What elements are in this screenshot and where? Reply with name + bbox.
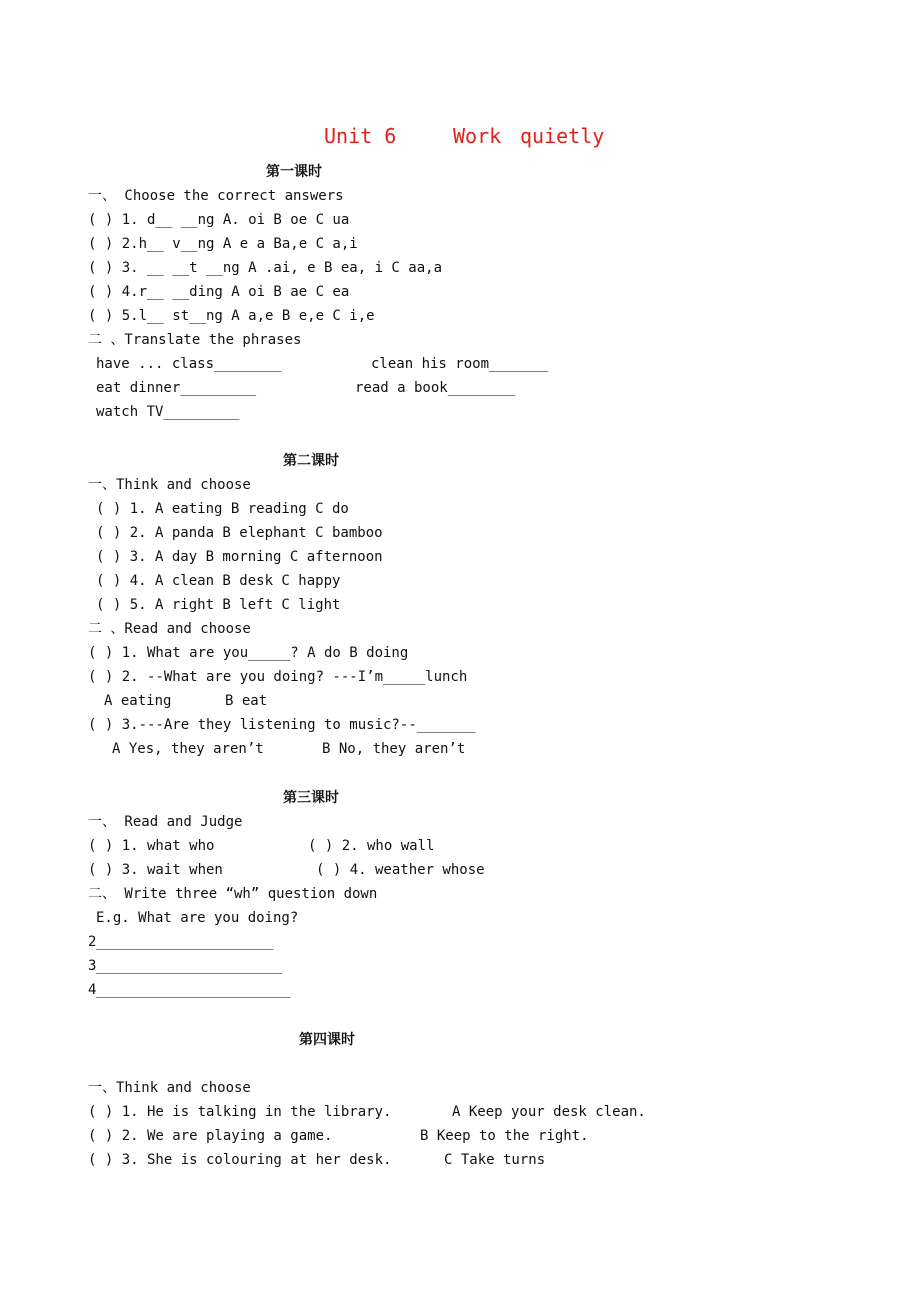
lesson1-phrase-4: read a book________ [355,380,516,396]
lesson1-phrase-3: eat dinner_________ [96,380,257,396]
lesson2-part1-title: 一、Think and choose [88,477,251,493]
lesson3-answer-line-2: 2_____________________ [88,934,274,950]
lesson4-heading: 第四课时 [299,1032,355,1048]
lesson2-read-2: ( ) 2. --What are you doing? ---I’m_____lunch [88,669,468,685]
lesson2-question-1: ( ) 1. A eating B reading C do [96,501,349,517]
lesson1-question-4: ( ) 4.r__ __ding A oi B ae C ea [88,284,350,300]
lesson3-answer-line-4: 4_______________________ [88,982,291,998]
lesson1-part1-title: 一、 Choose the correct answers [88,188,344,204]
lesson2-heading: 第二课时 [283,453,339,469]
lesson3-judge-2: ( ) 2. who wall [308,838,435,854]
lesson3-heading: 第三课时 [283,790,339,806]
lesson3-example: E.g. What are you doing? [96,910,299,926]
lesson3-answer-line-3: 3______________________ [88,958,282,974]
lesson2-part2-title: 二 、Read and choose [88,621,251,637]
lesson2-read-3: ( ) 3.---Are they listening to music?--_______ [88,717,476,733]
lesson2-read-2-option-a: A eating [104,693,172,709]
lesson4-part1-title: 一、Think and choose [88,1080,251,1096]
lesson2-question-5: ( ) 5. A right B left C light [96,597,341,613]
lesson1-phrase-1: have ... class________ [96,356,282,372]
lesson1-question-1: ( ) 1. d__ __ng A. oi B oe C ua [88,212,350,228]
lesson1-question-5: ( ) 5.l__ st__ng A a,e B e,e C i,e [88,308,375,324]
lesson2-read-3-option-b: B No, they aren’t [322,741,466,757]
lesson3-judge-4: ( ) 4. weather whose [316,862,485,878]
lesson2-question-2: ( ) 2. A panda B elephant C bamboo [96,525,383,541]
title-unit: Unit 6 [324,124,397,148]
lesson1-heading: 第一课时 [266,164,322,180]
lesson3-judge-1: ( ) 1. what who [88,838,215,854]
lesson1-question-2: ( ) 2.h__ v__ng A e a Ba,e C a,i [88,236,358,252]
lesson4-item-2: ( ) 2. We are playing a game. [88,1128,333,1144]
lesson4-item-1-option: A Keep your desk clean. [452,1104,646,1120]
lesson3-judge-3: ( ) 3. wait when [88,862,223,878]
lesson1-phrase-5: watch TV_________ [96,404,240,420]
lesson4-item-3-option: C Take turns [444,1152,546,1168]
lesson4-item-3: ( ) 3. She is colouring at her desk. [88,1152,392,1168]
lesson2-question-4: ( ) 4. A clean B desk C happy [96,573,341,589]
lesson4-item-1: ( ) 1. He is talking in the library. [88,1104,392,1120]
lesson3-part1-title: 一、 Read and Judge [88,814,243,830]
lesson2-question-3: ( ) 3. A day B morning C afternoon [96,549,383,565]
lesson2-read-2-option-b: B eat [225,693,268,709]
lesson1-question-3: ( ) 3. __ __t __ng A .ai, e B ea, i C aa,a [88,260,443,276]
title-word-work: Work [453,124,502,148]
lesson1-phrase-2: clean his room_______ [371,356,549,372]
lesson2-read-1: ( ) 1. What are you_____? A do B doing [88,645,409,661]
lesson3-part2-title: 二、 Write three “wh” question down [88,886,378,902]
title-word-quietly: quietly [520,124,605,148]
lesson1-part2-title: 二 、Translate the phrases [88,332,302,348]
lesson2-read-3-option-a: A Yes, they aren’t [112,741,264,757]
lesson4-item-2-option: B Keep to the right. [420,1128,589,1144]
